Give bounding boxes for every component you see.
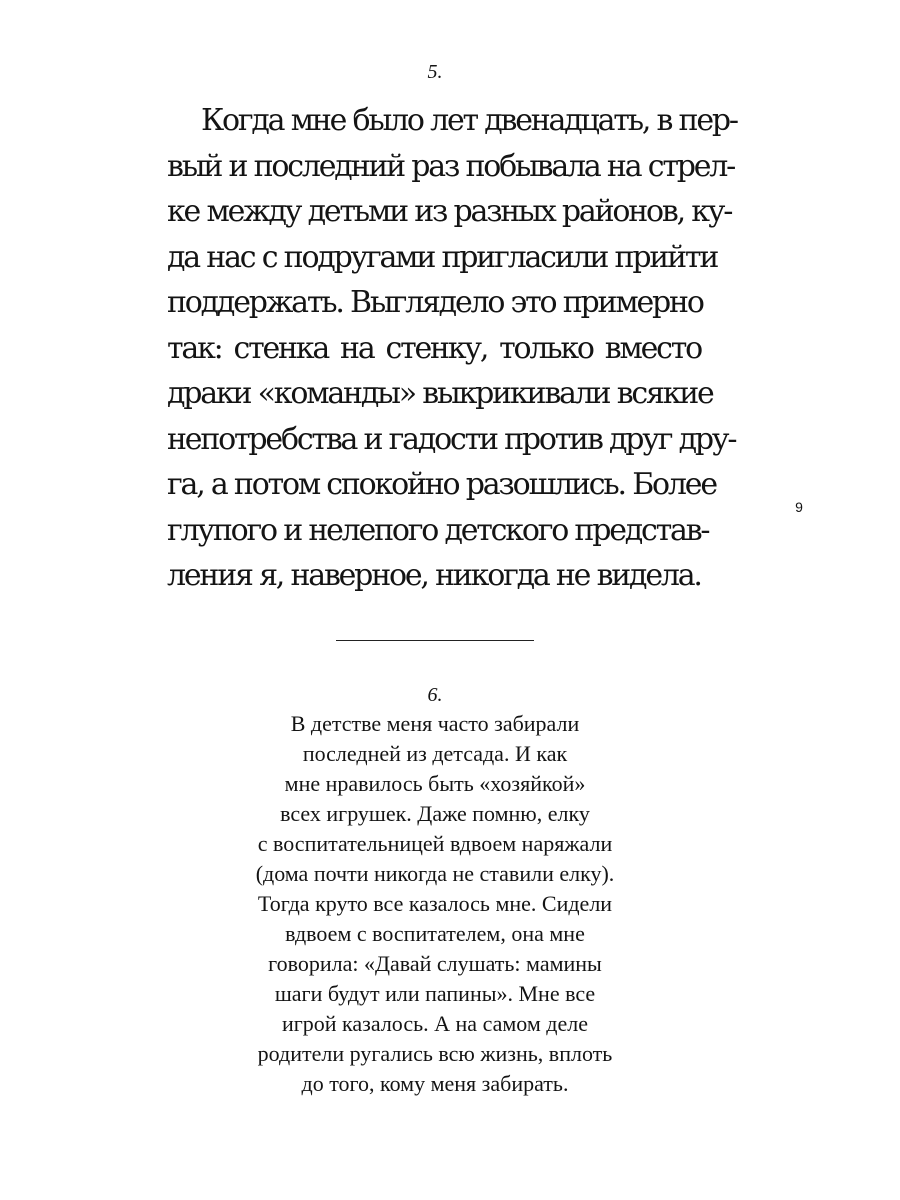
text-line: до того, кому меня забирать. — [301, 1071, 569, 1096]
text-line: (дома почти никогда не ставили елку). — [255, 861, 615, 886]
text-line: так: стенка на стенку, только вместо — [167, 330, 701, 366]
text-line: ке между детьми из разных районов, ку- — [167, 194, 732, 229]
text-line: вый и последний раз побывала на стрел- — [167, 148, 735, 184]
text-line: да нас с подругами пригласили прийти — [167, 239, 718, 275]
section-number: 6. — [427, 684, 443, 706]
text-line: последней из детсада. И как — [302, 741, 568, 766]
section-6-text — [0, 709, 870, 1099]
text-line: мне нравилось быть «хозяйкой» — [284, 771, 586, 796]
text-line: глупого и нелепого детского представ- — [167, 512, 709, 548]
text-line: драки «команды» выкрикивали всякие — [167, 376, 713, 411]
text-line: ления я, наверное, никогда не видела. — [167, 558, 701, 593]
text-line: всех игрушек. Даже помню, елку — [280, 801, 590, 826]
page-number: 9 — [795, 499, 803, 515]
text-line: с воспитательницей вдвоем наряжали — [257, 831, 613, 856]
section-divider — [336, 640, 534, 641]
text-line: вдвоем с воспитателем, она мне — [285, 921, 585, 946]
text-line: шаги будут или папины». Мне все — [274, 981, 596, 1006]
text-line: Когда мне было лет двенадцать, в пер- — [201, 103, 737, 138]
text-line: поддержать. Выглядело это примерно — [167, 285, 703, 320]
section-5-text — [167, 98, 737, 599]
text-line: Тогда круто все казалось мне. Сидели — [257, 891, 613, 916]
text-line: В детстве меня часто забирали — [290, 711, 580, 736]
section-number: 5. — [427, 61, 443, 83]
text-line: га, а потом спокойно разошлись. Более — [167, 467, 716, 502]
text-line: родители ругались всю жизнь, вплоть — [257, 1041, 613, 1066]
text-line: непотребства и гадости против друг дру- — [167, 421, 736, 457]
text-line: говорила: «Давай слушать: мамины — [268, 951, 602, 976]
text-line: игрой казалось. А на самом деле — [281, 1011, 588, 1036]
